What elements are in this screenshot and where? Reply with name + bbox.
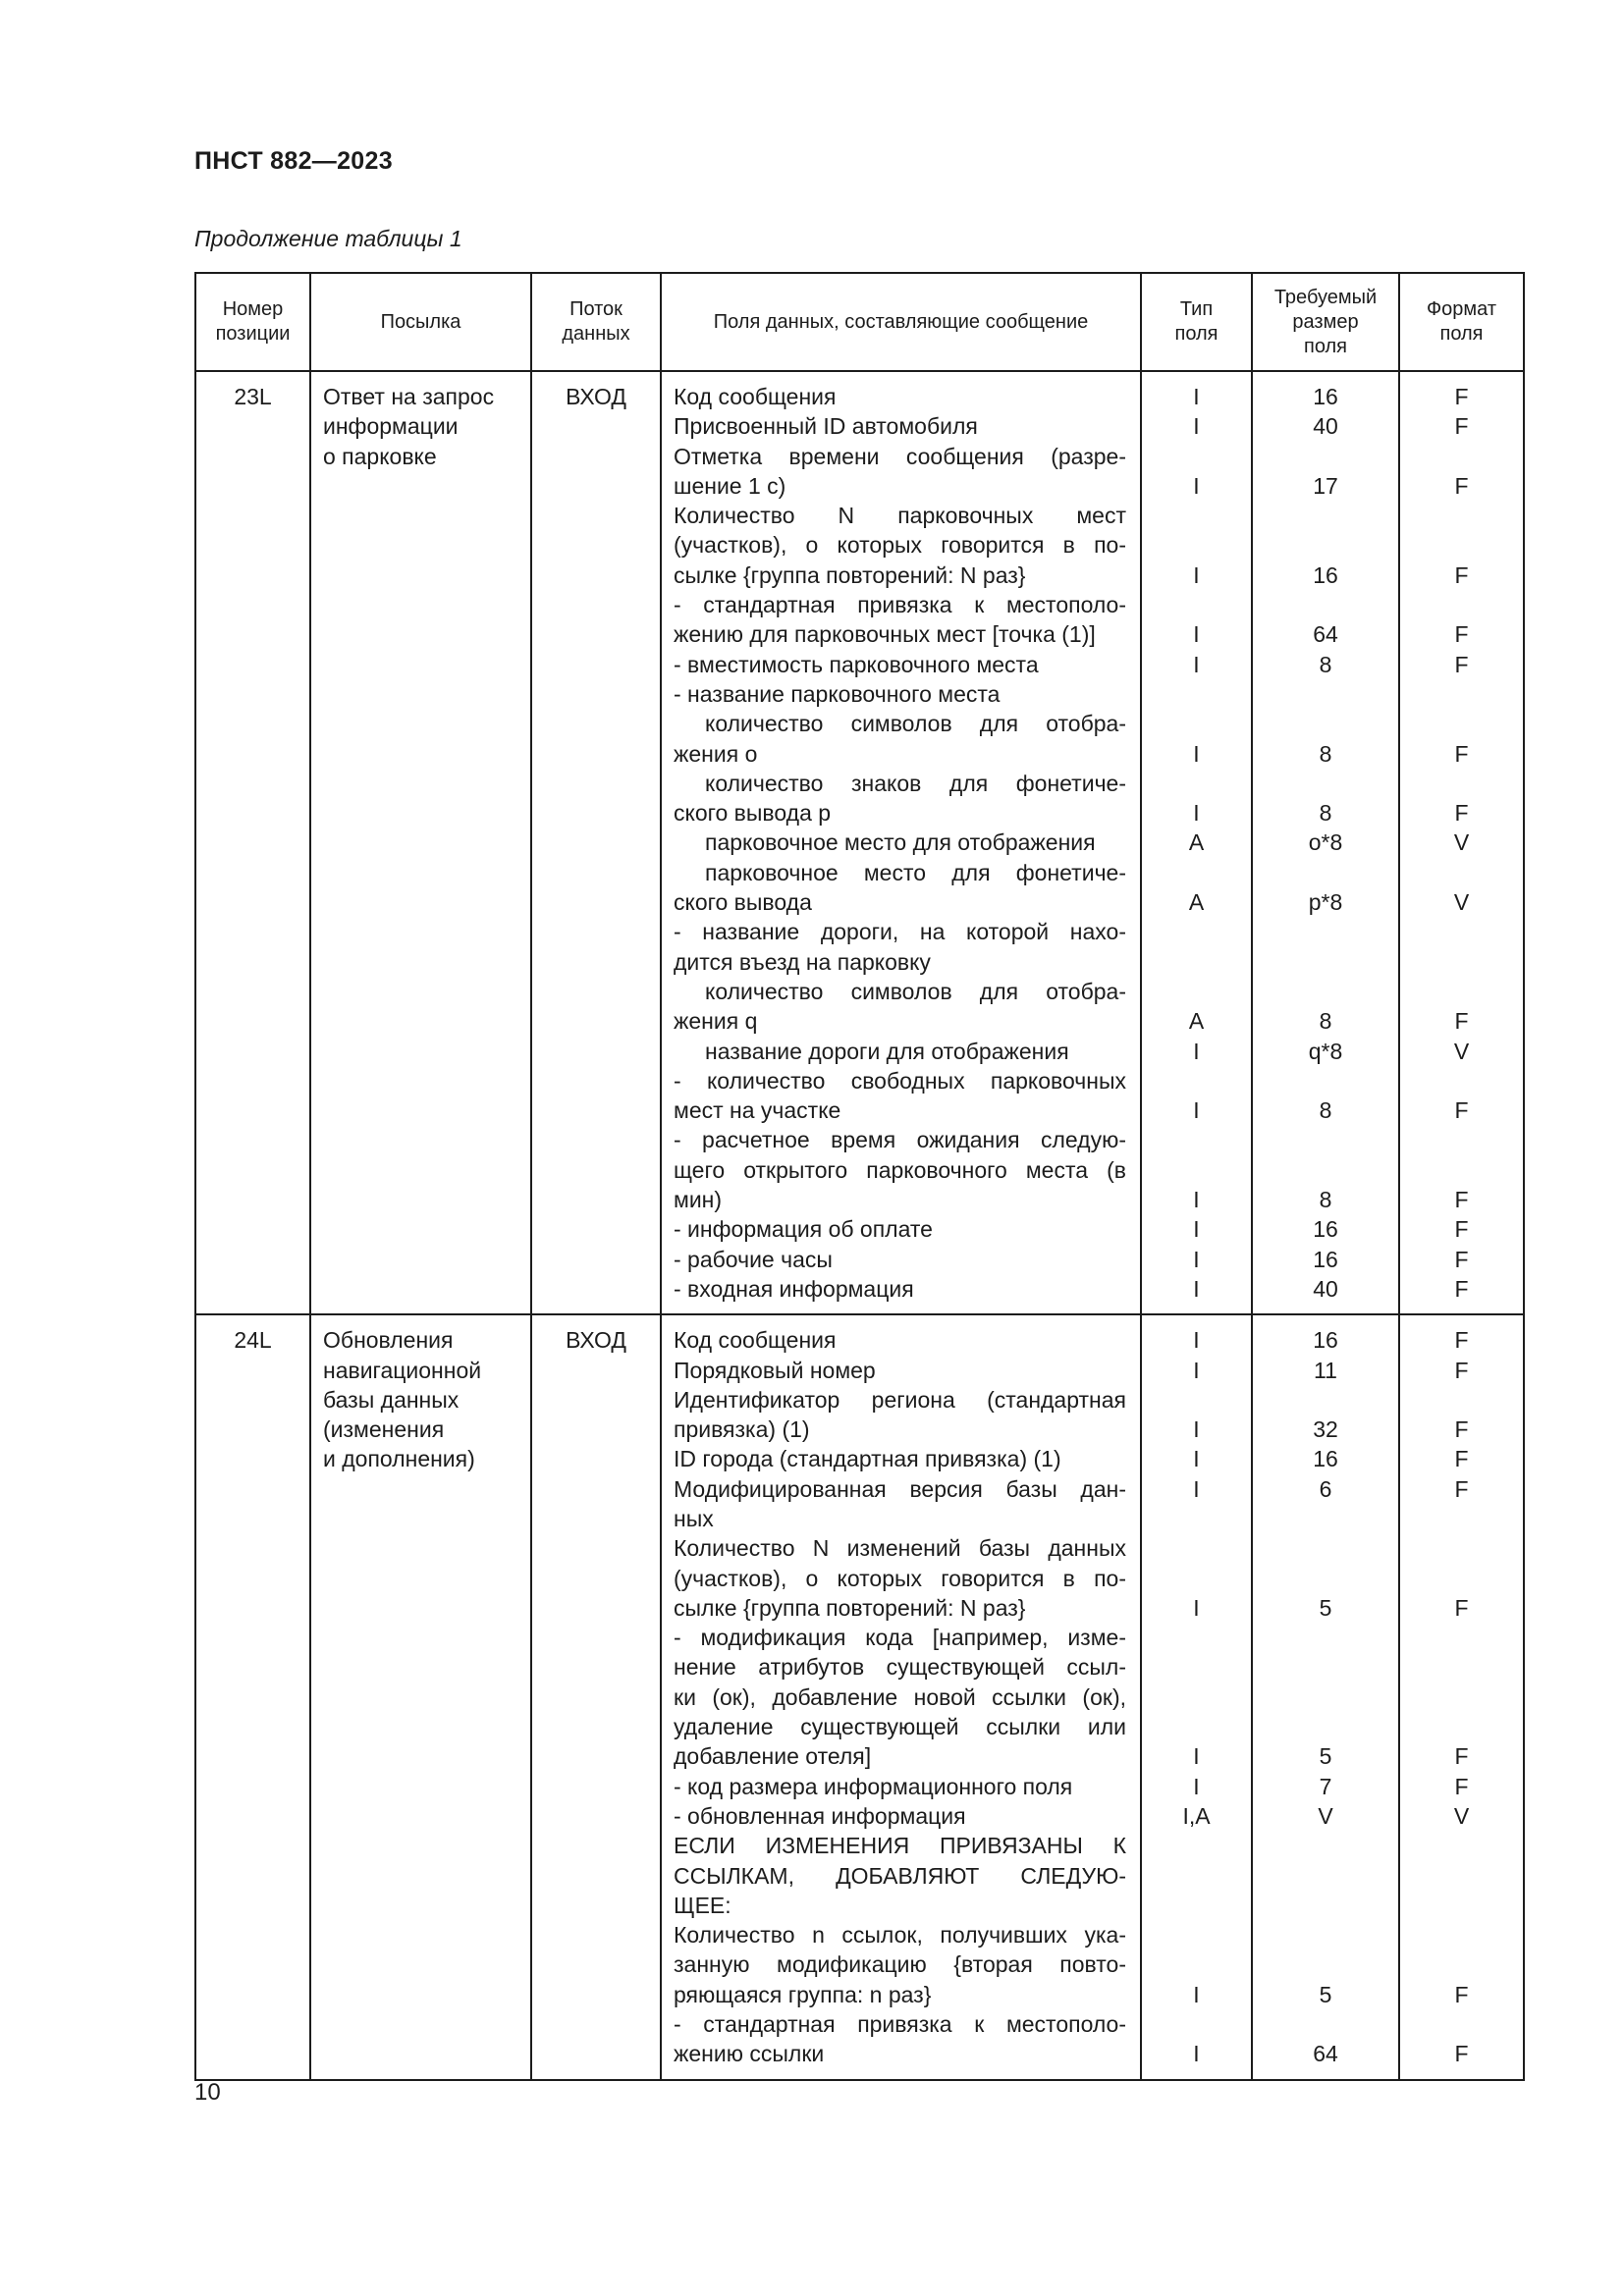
field-description-line: (участков), о которых говорится в по- [674,1565,1126,1591]
field-size-value: 32 [1313,1416,1338,1443]
field-format-cell [1399,1314,1524,2079]
field-size-value [1253,1949,1398,1979]
document-header: ПНСТ 882—2023 [194,147,393,175]
field-size-value [1253,1920,1398,1949]
field-description-line: шение 1 с) [674,472,786,499]
field-type-value: I [1193,2041,1200,2067]
field-type-value [1142,1712,1251,1741]
field-size-value [1253,709,1398,738]
field-type-value [1142,1155,1251,1185]
field-description-line: жению ссылки [674,2041,825,2067]
field-type-value [1142,709,1251,738]
field-type-value: I [1193,1246,1200,1272]
field-size-value: 16 [1313,1246,1338,1272]
field-description-line: - стандартная привязка к местополо- [674,2011,1126,2038]
field-type-value: I [1193,621,1200,648]
field-format-value [1400,1385,1523,1415]
field-size-value [1253,1125,1398,1154]
field-size-value [1253,1623,1398,1652]
field-size-value: 8 [1319,1097,1332,1124]
column-header-line: данных [562,323,630,345]
field-type-value: A [1188,889,1205,916]
field-format-value: F [1454,1246,1469,1272]
field-description-line: Количество N изменений базы данных [674,1535,1126,1562]
field-format-value [1400,442,1523,471]
table-header-row [195,273,1524,371]
field-size-value: 17 [1313,472,1338,499]
field-format-value [1400,1155,1523,1185]
field-size-value [1253,2009,1398,2039]
field-size-value: 8 [1319,740,1332,767]
column-header-line: поля [1303,335,1347,357]
field-format-value [1400,1891,1523,1920]
field-format-value: F [1454,1216,1469,1243]
field-format-value: F [1454,1446,1469,1472]
table-row [195,371,1524,1314]
field-format-value [1400,977,1523,1006]
field-format-value [1400,1682,1523,1712]
column-header-line: Номер [222,298,284,320]
field-size-value [1253,769,1398,798]
field-type-value: I [1193,740,1200,767]
column-header-line: Поток [569,298,623,320]
column-header-data-flow [531,273,661,371]
field-type-value [1142,1891,1251,1920]
field-type-value: I [1193,1416,1200,1443]
field-type-value [1142,530,1251,560]
field-description-line: Отметка времени сообщения (разре- [674,443,1126,469]
field-format-value [1400,679,1523,709]
field-description-line: - название дороги, на которой нахо- [674,919,1126,945]
field-size-cell [1252,1314,1399,2079]
field-size-value [1253,442,1398,471]
field-type-value [1142,1920,1251,1949]
field-description-line: парковочное место для фонетиче- [705,859,1126,885]
table-row [195,1314,1524,2079]
field-description-line: жения q [674,1008,758,1035]
field-type-value: I [1193,1357,1200,1383]
field-format-value: F [1454,2041,1469,2067]
field-size-value [1253,530,1398,560]
field-description-line: - входная информация [674,1275,914,1302]
field-format-value [1400,1125,1523,1154]
field-description-line: занную модификацию {вторая повто- [674,1951,1126,1978]
column-header-field-type [1141,273,1252,371]
field-format-value: F [1454,651,1469,677]
field-size-value [1253,1682,1398,1712]
field-type-value [1142,1831,1251,1860]
field-size-value: 8 [1319,800,1332,827]
message-name-line: информации [323,413,459,440]
field-description-line: добавление отеля] [674,1743,872,1770]
field-description-line: количество знаков для фонетиче- [705,770,1126,796]
field-description-line: жению для парковочных мест [точка (1)] [674,621,1096,648]
field-description-line: Присвоенный ID автомобиля [674,413,978,440]
field-type-cell [1141,1314,1252,2079]
field-size-value: 5 [1319,1981,1332,2007]
field-size-value [1253,1385,1398,1415]
field-description-line: Количество N парковочных мест [674,503,1126,529]
field-size-cell [1252,371,1399,1314]
field-type-value: I [1193,651,1200,677]
field-description-line: - код размера информационного поля [674,1773,1073,1799]
field-type-value: I [1193,384,1200,409]
field-size-value: 16 [1313,561,1338,588]
field-size-value: 16 [1313,1216,1338,1243]
field-type-value [1142,1861,1251,1891]
field-description-line: сылке {группа повторений: N раз} [674,561,1026,588]
field-format-value [1400,2009,1523,2039]
field-type-value: I [1193,800,1200,827]
field-format-value: F [1454,1008,1469,1035]
field-format-value: F [1454,1357,1469,1383]
field-format-value [1400,1831,1523,1860]
field-type-value [1142,858,1251,887]
field-format-value: F [1454,1327,1469,1354]
message-name-line: Ответ на запрос [323,384,495,409]
field-size-value: 64 [1313,2041,1338,2067]
column-header-line: позиции [215,323,291,345]
field-size-value [1253,1155,1398,1185]
field-size-value: V [1318,1802,1333,1829]
column-header-field-format [1399,273,1524,371]
field-type-value [1142,977,1251,1006]
field-type-value [1142,2009,1251,2039]
field-size-value: 40 [1313,1275,1338,1302]
column-header-line: Поля данных, составляющие сообщение [713,310,1089,333]
field-type-value: I [1193,1743,1200,1770]
field-type-value [1142,590,1251,619]
field-format-value [1400,590,1523,619]
field-type-value [1142,679,1251,709]
field-description-line: парковочное место для отображения [705,829,1096,856]
field-type-value: I [1193,1981,1200,2007]
field-type-value: I [1193,1187,1200,1213]
field-format-value [1400,1066,1523,1095]
field-format-value: F [1454,1743,1469,1770]
field-type-value [1142,1066,1251,1095]
field-size-value: 8 [1319,651,1332,677]
field-size-value [1253,1712,1398,1741]
field-type-value: A [1188,1008,1205,1035]
message-name-line: базы данных [323,1386,460,1413]
data-table [194,272,1525,2081]
data-fields-cell [661,1314,1141,2079]
field-format-value: F [1454,472,1469,499]
column-header-message [310,273,531,371]
field-format-value: F [1454,621,1469,648]
field-type-value: I [1193,1097,1200,1124]
field-type-value: I [1193,413,1200,440]
field-type-value [1142,1652,1251,1682]
column-header-line: Формат [1426,298,1497,320]
field-description-line: Идентификатор региона (стандартная [674,1386,1126,1413]
field-description-line: ССЫЛКАМ, ДОБАВЛЯЮТ СЛЕДУЮ- [674,1862,1126,1889]
field-format-value [1400,1861,1523,1891]
field-type-value: I,A [1182,1802,1211,1829]
field-description-line: Модифицированная версия базы дан- [674,1475,1126,1502]
field-type-value: I [1193,1594,1200,1621]
page-number: 10 [194,2079,221,2106]
field-size-value: 64 [1313,621,1338,648]
field-description-line: название дороги для отображения [705,1038,1069,1064]
field-type-value: I [1193,1038,1200,1064]
field-type-value [1142,1949,1251,1979]
field-description-line: - модификация кода [например, изме- [674,1625,1126,1651]
field-size-value: 8 [1319,1187,1332,1213]
field-size-value: p*8 [1308,889,1343,916]
field-description-line: - рабочие часы [674,1246,833,1272]
field-description-line: ЩЕЕ: [674,1892,731,1918]
field-type-value [1142,947,1251,977]
field-description-line: - обновленная информация [674,1802,966,1829]
field-format-value: V [1453,889,1470,916]
field-format-value: F [1454,1416,1469,1443]
field-format-value [1400,1504,1523,1533]
field-size-value [1253,947,1398,977]
column-header-data-fields [661,273,1141,371]
field-type-value: I [1193,561,1200,588]
field-type-value: I [1193,472,1200,499]
field-size-value: 11 [1314,1357,1337,1383]
field-size-value [1253,1652,1398,1682]
field-description-line: жения o [674,740,758,767]
field-format-value: F [1454,1773,1469,1799]
field-format-value: F [1454,800,1469,827]
field-size-value [1253,1831,1398,1860]
field-description-line: ЕСЛИ ИЗМЕНЕНИЯ ПРИВЯЗАНЫ К [674,1833,1126,1859]
field-description-line: ряющаяся группа: n раз} [674,1981,932,2007]
field-description-line: ского вывода p [674,800,832,827]
field-format-value: F [1454,1594,1469,1621]
field-format-value [1400,1533,1523,1563]
field-size-value [1253,977,1398,1006]
field-size-value [1253,501,1398,530]
field-type-value: I [1193,1773,1200,1799]
message-name-line: Обновления [323,1327,454,1354]
field-format-value: F [1454,561,1469,588]
field-description-line: мест на участке [674,1097,841,1124]
field-description-line: ID города (стандартная привязка) (1) [674,1446,1061,1472]
field-size-value: o*8 [1308,829,1343,856]
field-description-line: Порядковый номер [674,1357,876,1383]
message-name-line: о парковке [323,443,437,469]
field-description-line: Код сообщения [674,384,837,409]
field-type-value [1142,1504,1251,1533]
field-type-value [1142,501,1251,530]
field-format-value: V [1453,829,1470,856]
field-type-value [1142,1533,1251,1563]
field-type-value [1142,769,1251,798]
field-format-value [1400,1623,1523,1652]
field-description-line: количество символов для отобра- [705,978,1126,1004]
field-description-line: (участков), о которых говорится в по- [674,532,1126,559]
column-header-line: поля [1174,323,1218,345]
field-size-value [1253,679,1398,709]
column-header-line: Требуемый [1273,286,1378,308]
data-fields-cell [661,371,1141,1314]
position-number-cell: 24L [195,1314,310,2079]
column-header-position-number [195,273,310,371]
field-format-value [1400,1564,1523,1593]
field-description-line: ных [674,1505,714,1531]
field-description-line: - вместимость парковочного места [674,651,1039,677]
data-flow-cell: ВХОД [531,1314,661,2079]
column-header-line: Тип [1179,298,1214,320]
field-type-value: A [1188,829,1205,856]
field-description-line: Код сообщения [674,1327,837,1354]
field-type-value [1142,1125,1251,1154]
field-size-value: 8 [1319,1008,1332,1035]
field-type-value: I [1193,1475,1200,1502]
field-size-value [1253,1066,1398,1095]
field-description-line: дится въезд на парковку [674,948,931,975]
column-header-field-size [1252,273,1399,371]
column-header-line: поля [1439,323,1484,345]
field-format-cell [1399,371,1524,1314]
field-type-value: I [1193,1275,1200,1302]
field-type-value [1142,1385,1251,1415]
field-size-value [1253,858,1398,887]
message-name-line: и дополнения) [323,1446,475,1472]
field-size-value [1253,1861,1398,1891]
field-type-value [1142,1682,1251,1712]
field-format-value [1400,1712,1523,1741]
field-format-value [1400,917,1523,946]
field-description-line: ского вывода [674,889,812,916]
field-size-value [1253,917,1398,946]
field-description-line: мин) [674,1187,723,1213]
message-name-line: (изменения [323,1416,445,1443]
field-size-value [1253,1533,1398,1563]
field-size-value [1253,1891,1398,1920]
field-size-value [1253,590,1398,619]
field-size-value: 16 [1313,1446,1338,1472]
table-caption: Продолжение таблицы 1 [194,226,462,251]
position-number-cell: 23L [195,371,310,1314]
field-size-value: 7 [1319,1773,1332,1799]
field-description-line: - информация об оплате [674,1216,933,1243]
field-description-line: ки (ок), добавление новой ссылки (ок), [674,1683,1126,1710]
field-size-value: 16 [1313,384,1338,409]
field-size-value: 5 [1319,1743,1332,1770]
field-description-line: нение атрибутов существующей ссыл- [674,1654,1126,1681]
field-description-line: щего открытого парковочного места (в [674,1156,1126,1183]
field-format-value [1400,1920,1523,1949]
data-flow-cell: ВХОД [531,371,661,1314]
field-type-value: I [1193,1216,1200,1243]
field-type-value [1142,917,1251,946]
field-format-value [1400,709,1523,738]
field-size-value: 16 [1313,1327,1338,1354]
field-description-line: привязка) (1) [674,1416,810,1443]
field-type-value [1142,442,1251,471]
field-description-line: - стандартная привязка к местополо- [674,592,1126,618]
field-description-line: Количество n ссылок, получивших ука- [674,1922,1126,1949]
field-format-value: V [1453,1802,1470,1829]
field-type-cell [1141,371,1252,1314]
field-size-value [1253,1504,1398,1533]
message-name-cell [310,371,531,1314]
field-format-value [1400,530,1523,560]
field-description-line: - количество свободных парковочных [674,1067,1126,1094]
field-format-value: F [1454,1981,1469,2007]
field-format-value: V [1453,1038,1470,1064]
field-description-line: - название парковочного места [674,680,1001,707]
field-format-value: F [1454,1097,1469,1124]
field-format-value: F [1454,413,1469,440]
field-format-value [1400,501,1523,530]
field-size-value: 5 [1319,1594,1332,1621]
field-format-value [1400,1949,1523,1979]
field-description-line: количество символов для отобра- [705,711,1126,737]
field-format-value: F [1454,740,1469,767]
field-description-line: - расчетное время ожидания следую- [674,1127,1126,1153]
message-name-line: навигационной [323,1357,482,1383]
column-header-line: размер [1292,310,1359,333]
field-format-value: F [1454,384,1469,409]
field-size-value: q*8 [1308,1038,1343,1064]
field-size-value: 6 [1319,1475,1332,1502]
field-format-value [1400,769,1523,798]
field-format-value [1400,947,1523,977]
field-size-value [1253,1564,1398,1593]
field-format-value: F [1454,1187,1469,1213]
field-type-value: I [1193,1446,1200,1472]
field-format-value: F [1454,1475,1469,1502]
field-format-value [1400,858,1523,887]
field-size-value: 40 [1313,413,1338,440]
field-description-line: сылке {группа повторений: N раз} [674,1594,1026,1621]
field-format-value [1400,1652,1523,1682]
field-format-value: F [1454,1275,1469,1302]
column-header-line: Посылка [380,310,461,333]
field-type-value [1142,1623,1251,1652]
message-name-cell [310,1314,531,2079]
field-type-value: I [1193,1327,1200,1354]
field-type-value [1142,1564,1251,1593]
field-description-line: удаление существующей ссылки или [674,1714,1126,1740]
